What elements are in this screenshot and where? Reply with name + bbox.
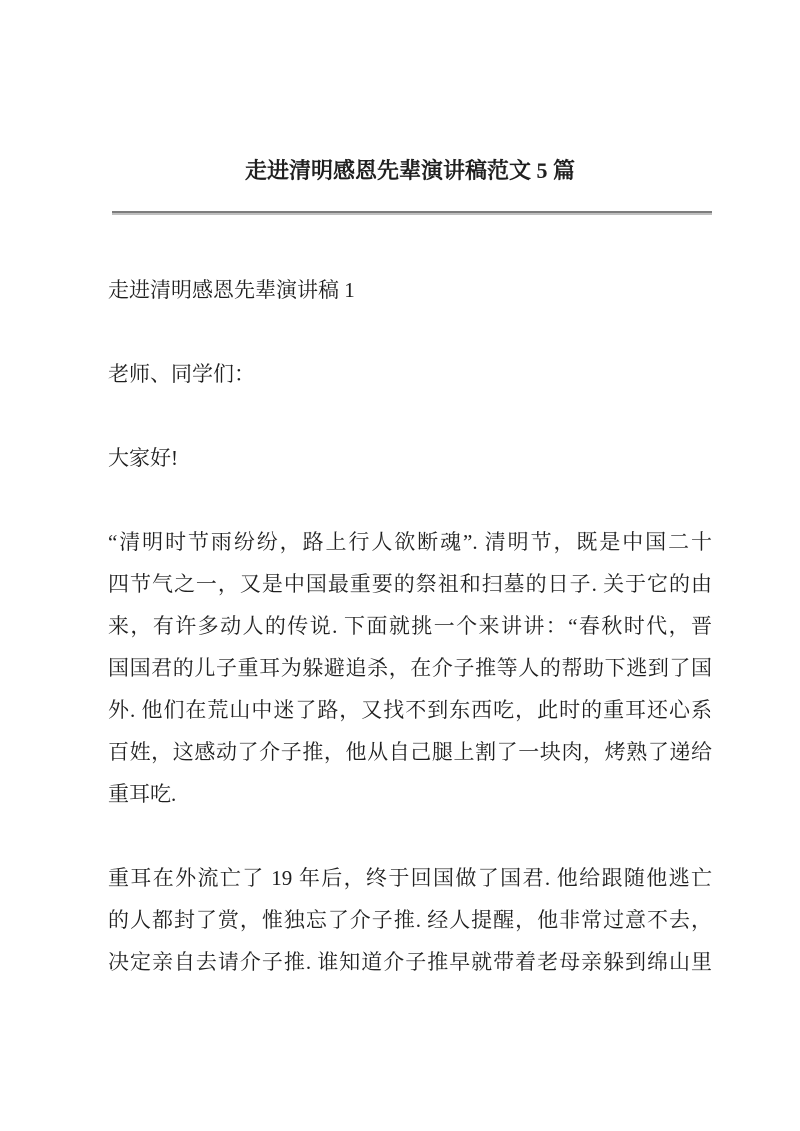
- paragraph-line: 重耳在外流亡了 19 年后，终于回国做了国君. 他给跟随他逃亡: [108, 866, 712, 890]
- paragraph-line: 重耳吃.: [108, 782, 177, 806]
- title-divider: [112, 211, 712, 215]
- section-heading-text: 走进清明感恩先辈演讲稿 1: [108, 278, 355, 302]
- salutation: [108, 353, 712, 395]
- section-heading: [108, 269, 712, 311]
- document-body: [108, 269, 712, 983]
- paragraph-line: 外. 他们在荒山中迷了路，又找不到东西吃，此时的重耳还心系: [108, 698, 712, 722]
- salutation-text: 老师、同学们：: [108, 362, 255, 386]
- paragraph-line: 百姓，这感动了介子推，他从自己腿上割了一块肉，烤熟了递给: [108, 740, 712, 764]
- greeting-text: 大家好!: [108, 446, 178, 470]
- paragraph-line: 来，有许多动人的传说. 下面就挑一个来讲讲：“春秋时代，晋: [108, 614, 712, 638]
- paragraph-line: 的人都封了赏，惟独忘了介子推. 经人提醒，他非常过意不去，: [108, 908, 712, 932]
- paragraph-line: 决定亲自去请介子推. 谁知道介子推早就带着老母亲躲到绵山里: [108, 950, 712, 974]
- document-content: [108, 0, 712, 1025]
- paragraph-line: “清明时节雨纷纷，路上行人欲断魂”. 清明节，既是中国二十: [108, 530, 712, 554]
- paragraph-line: 四节气之一，又是中国最重要的祭祖和扫墓的日子. 关于它的由: [108, 572, 712, 596]
- document-title: 走进清明感恩先辈演讲稿范文 5 篇: [244, 158, 575, 183]
- paragraph-legend-origin: [108, 521, 712, 815]
- greeting: [108, 437, 712, 479]
- paragraph-return-of-chonger: [108, 857, 712, 983]
- paragraph-line: 国国君的儿子重耳为躲避追杀，在介子推等人的帮助下逃到了国: [108, 656, 712, 680]
